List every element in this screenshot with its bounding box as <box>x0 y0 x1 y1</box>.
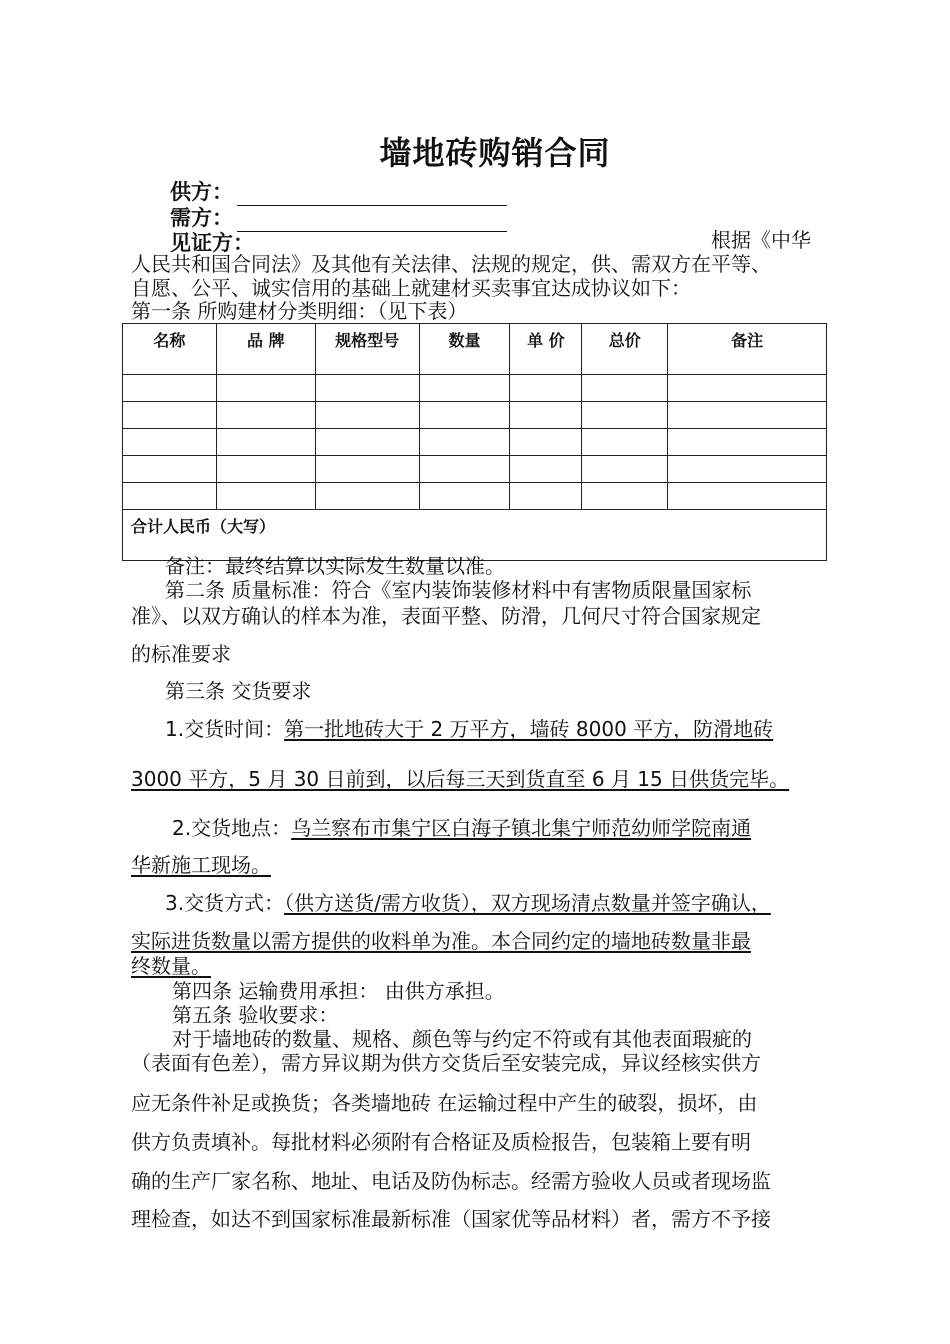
article-5-line-4: 供方负责填补。每批材料必须附有合格证及质检报告，包装箱上要有明 <box>131 1130 751 1154</box>
table-row <box>123 429 827 456</box>
delivery-mode-label: 3.交货方式： <box>165 891 285 915</box>
article-2-line-3: 的标准要求 <box>131 642 231 666</box>
delivery-mode-line-2: 实际进货数量以需方提供的收料单为准。本合同约定的墙地砖数量非最 <box>131 929 751 953</box>
table-row <box>123 375 827 402</box>
delivery-place <box>172 815 751 841</box>
materials-table <box>122 323 827 561</box>
delivery-place-line-2: 华新施工现场。 <box>131 853 271 877</box>
delivery-mode <box>165 890 771 916</box>
buyer-blank <box>237 211 507 232</box>
intro-line-1: 根据《中华 <box>711 228 811 252</box>
supplier-label: 供方： <box>170 180 233 204</box>
witness-label: 见证方： <box>170 231 254 255</box>
delivery-time-label: 1.交货时间： <box>165 717 285 741</box>
column-header: 备注 <box>668 324 827 375</box>
buyer-label: 需方： <box>170 206 233 230</box>
article-5: 第五条 验收要求： <box>172 1003 339 1027</box>
table-header-row <box>123 324 827 375</box>
delivery-mode-line-3: 终数量。 <box>131 954 211 978</box>
delivery-place-value: 乌兰察布市集宁区白海子镇北集宁师范幼师学院南通 <box>291 816 752 840</box>
intro-line-3: 自愿、公平、诚实信用的基础上就建材买卖事宜达成协议如下： <box>131 276 691 300</box>
delivery-time-line-2: 3000 平方，5 月 30 日前到，以后每三天到货直至 6 月 15 日供货完毕。 <box>131 767 790 791</box>
column-header: 规格型号 <box>315 324 419 375</box>
article-5-line-6: 理检查，如达不到国家标准最新标准（国家优等品材料）者，需方不予接 <box>131 1207 771 1231</box>
article-5-line-3: 应无条件补足或换货；各类墙地砖 在运输过程中产生的破裂，损坏，由 <box>131 1091 758 1115</box>
remark: 备注：最终结算以实际发生数量以准。 <box>165 554 505 578</box>
table-row <box>123 456 827 483</box>
article-4: 第四条 运输费用承担： 由供方承担。 <box>172 979 505 1003</box>
article-5-line-1: 对于墙地砖的数量、规格、颜色等与约定不符或有其他表面瑕疵的 <box>172 1027 752 1051</box>
column-header: 品 牌 <box>216 324 315 375</box>
delivery-time <box>165 716 773 742</box>
delivery-mode-value: （供方送货/需方收货），双方现场清点数量并签字确认， <box>284 891 771 915</box>
table-row <box>123 483 827 510</box>
intro-line-2: 人民共和国合同法》及其他有关法律、法规的规定，供、需双方在平等、 <box>131 252 771 276</box>
article-1: 第一条 所购建材分类明细：（见下表） <box>131 299 468 323</box>
article-2-line-2: 准》、以双方确认的样本为准，表面平整、防滑，几何尺寸符合国家规定 <box>131 604 761 628</box>
column-header: 名称 <box>123 324 217 375</box>
delivery-time-value: 第一批地砖大于 2 万平方，墙砖 8000 平方，防滑地砖 <box>284 717 774 741</box>
article-2-line-1: 第二条 质量标准：符合《室内装饰装修材料中有害物质限量国家标 <box>165 578 752 602</box>
column-header: 总价 <box>582 324 668 375</box>
document-title: 墙地砖购销合同 <box>379 134 611 172</box>
column-header: 单 价 <box>510 324 582 375</box>
column-header: 数量 <box>419 324 510 375</box>
total-amount-label: 合计人民币（大写） <box>123 510 827 561</box>
article-5-line-2: （表面有色差），需方异议期为供方交货后至安装完成，异议经核实供方 <box>131 1051 761 1075</box>
table-row <box>123 402 827 429</box>
article-3: 第三条 交货要求 <box>165 679 312 703</box>
delivery-place-label: 2.交货地点： <box>172 816 292 840</box>
article-5-line-5: 确的生产厂家名称、地址、电话及防伪标志。经需方验收人员或者现场监 <box>131 1169 771 1193</box>
